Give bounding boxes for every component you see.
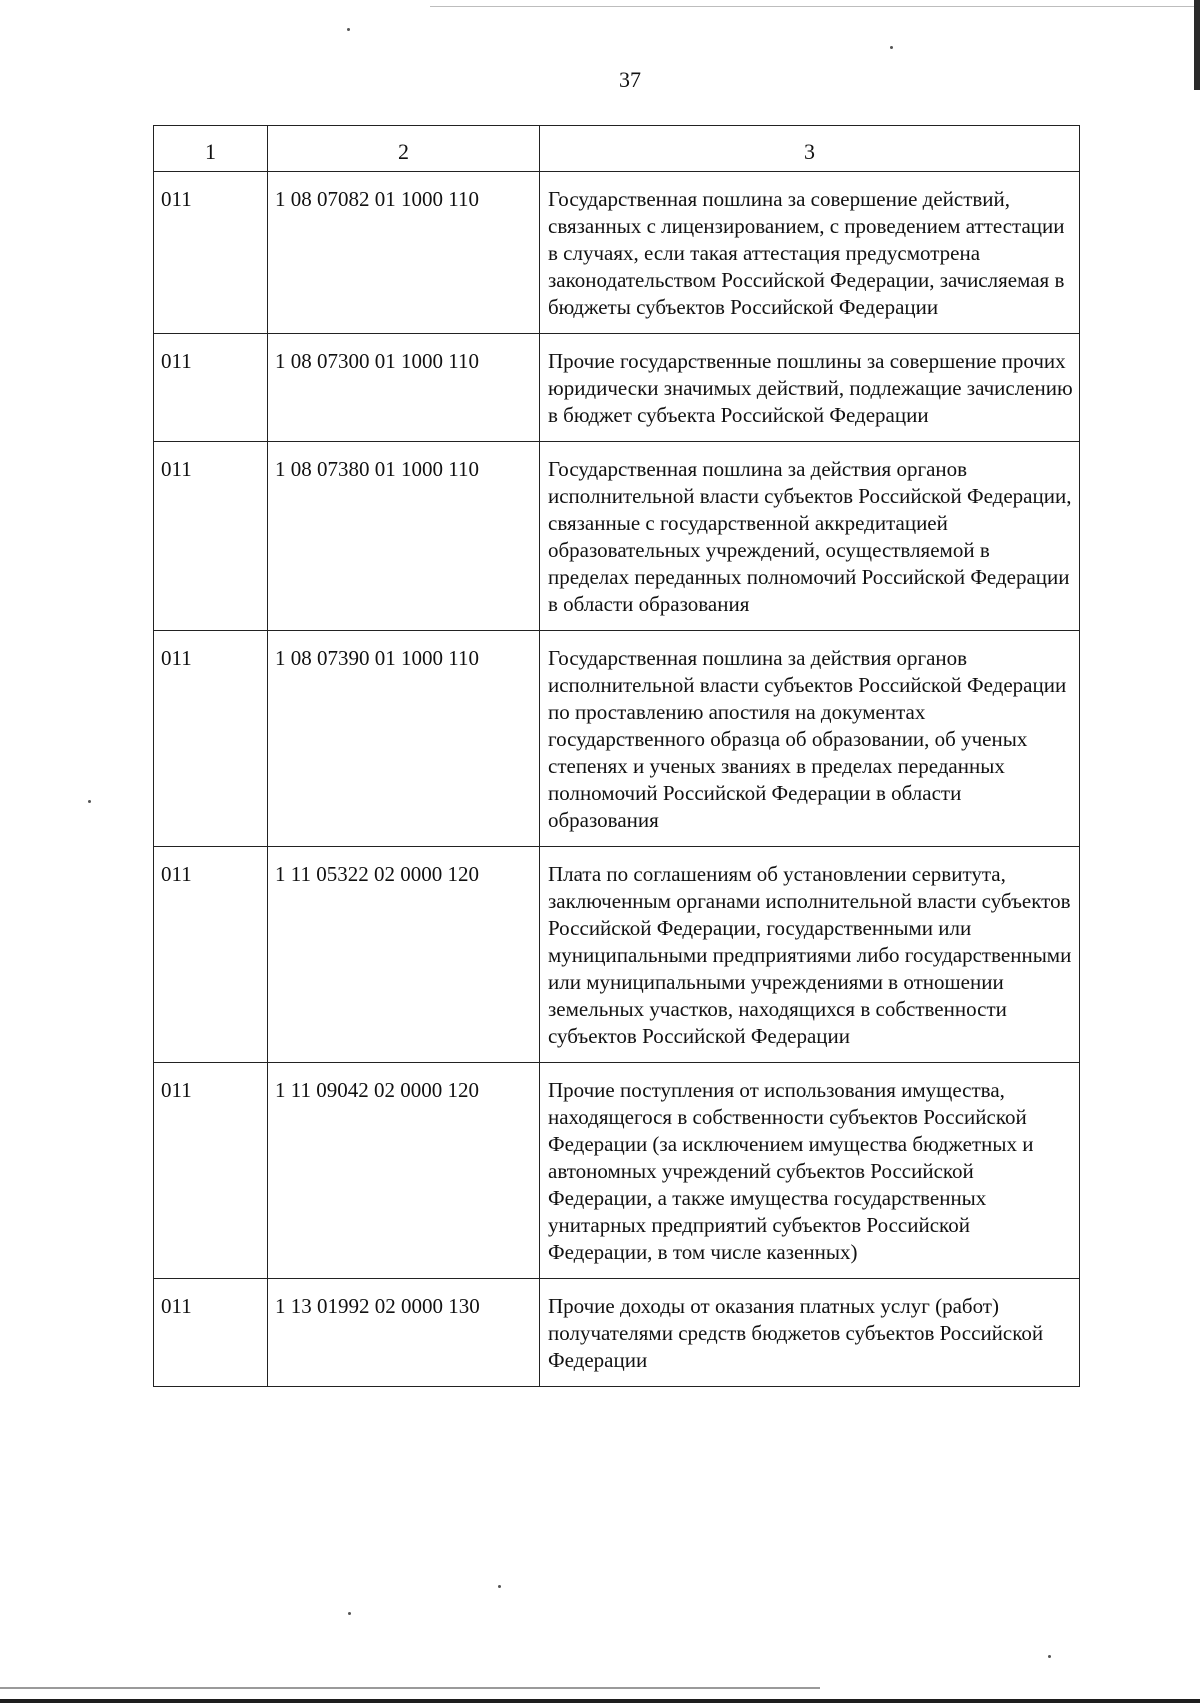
scan-edge-bottom-line [0, 1687, 820, 1689]
revenue-code-cell: 1 11 09042 02 0000 120 [268, 1063, 540, 1279]
scan-speck [890, 46, 893, 49]
table-row [154, 334, 1080, 442]
description-cell: Прочие государственные пошлины за совершение прочих юридически значимых действий, подлежащие зачислению в бюджет субъекта Российской Федерации [540, 334, 1080, 442]
scan-edge-top [430, 6, 1200, 7]
revenue-code-cell: 1 13 01992 02 0000 130 [268, 1279, 540, 1387]
admin-code-cell: 011 [154, 442, 268, 631]
description-cell: Прочие поступления от использования имущества, находящегося в собственности субъектов Российской Федерации (за исключением имущества бюджетных и автономных учреждений субъектов Российской Федерации, а также имущества государственных унитарных предприятий субъектов Российской Федерации, в том числе казенных) [540, 1063, 1080, 1279]
scan-speck [347, 28, 350, 31]
scan-speck [498, 1585, 501, 1588]
description-cell: Прочие доходы от оказания платных услуг (работ) получателями средств бюджетов субъектов Российской Федерации [540, 1279, 1080, 1387]
scan-speck [1048, 1655, 1051, 1658]
scan-edge-bottom [0, 1699, 1200, 1703]
table-row [154, 442, 1080, 631]
scan-speck [348, 1612, 351, 1615]
description-cell: Государственная пошлина за совершение действий, связанных с лицензированием, с проведением аттестации в случаях, если такая аттестация предусмотрена законодательством Российской Федерации, зачисляемая в бюджеты субъектов Российской Федерации [540, 172, 1080, 334]
column-header-1: 1 [154, 126, 268, 172]
description-cell: Плата по соглашениям об установлении сервитута, заключенным органами исполнительной власти субъектов Российской Федерации, государственными или муниципальными предприятиями либо государственными или муниципальными учреждениями в отношении земельных участков, находящихся в собственности субъектов Российской Федерации [540, 847, 1080, 1063]
admin-code-cell: 011 [154, 1279, 268, 1387]
revenue-code-cell: 1 08 07390 01 1000 110 [268, 631, 540, 847]
admin-code-cell: 011 [154, 334, 268, 442]
admin-code-cell: 011 [154, 1063, 268, 1279]
page-number: 37 [619, 67, 641, 92]
revenue-code-cell: 1 11 05322 02 0000 120 [268, 847, 540, 1063]
table-row [154, 1279, 1080, 1387]
admin-code-cell: 011 [154, 631, 268, 847]
scan-speck [88, 800, 91, 803]
table-header-row [154, 126, 1080, 172]
table-row [154, 1063, 1080, 1279]
table-row [154, 631, 1080, 847]
revenue-codes-table [153, 125, 1080, 1387]
admin-code-cell: 011 [154, 172, 268, 334]
description-cell: Государственная пошлина за действия органов исполнительной власти субъектов Российской Федерации по проставлению апостиля на документах государственного образца об образовании, об ученых степенях и ученых званиях в пределах переданных полномочий Российской Федерации в области образования [540, 631, 1080, 847]
table-row [154, 172, 1080, 334]
admin-code-cell: 011 [154, 847, 268, 1063]
revenue-code-cell: 1 08 07082 01 1000 110 [268, 172, 540, 334]
column-header-3: 3 [540, 126, 1080, 172]
column-header-2: 2 [268, 126, 540, 172]
description-cell: Государственная пошлина за действия органов исполнительной власти субъектов Российской Федерации, связанные с государственной аккредитацией образовательных учреждений, осуществляемой в пределах переданных полномочий Российской Федерации в области образования [540, 442, 1080, 631]
revenue-code-cell: 1 08 07300 01 1000 110 [268, 334, 540, 442]
table-row [154, 847, 1080, 1063]
revenue-code-cell: 1 08 07380 01 1000 110 [268, 442, 540, 631]
